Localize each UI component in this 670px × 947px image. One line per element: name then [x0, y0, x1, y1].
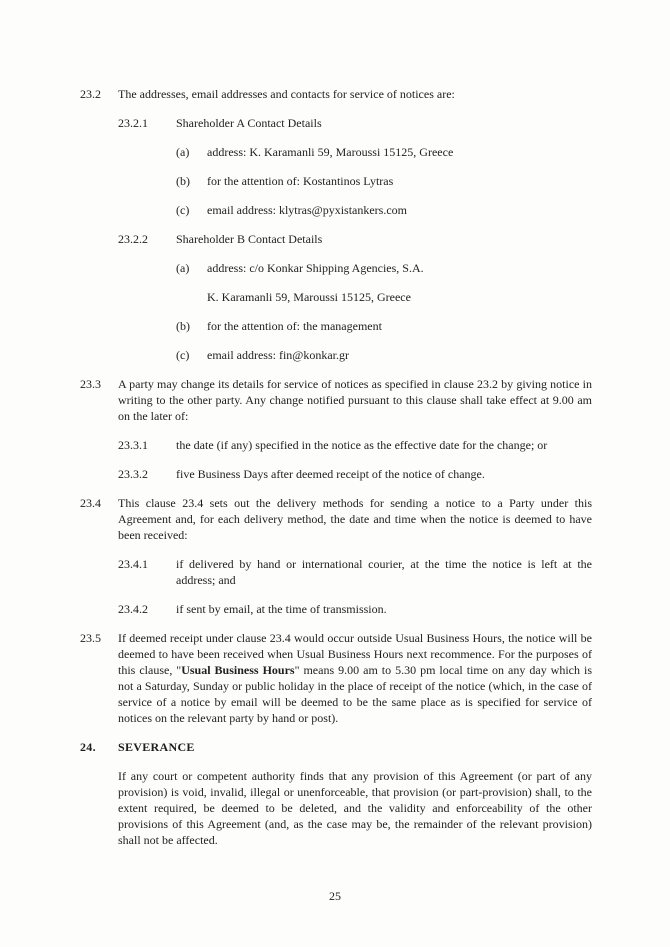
- clause-row: [0, 202, 670, 218]
- defined-term: Usual Business Hours: [181, 663, 295, 677]
- text-run: if delivered by hand or international courier, at the time the notice is left at the address; and: [176, 557, 592, 587]
- clause-text: [118, 376, 592, 424]
- clause-row: [0, 318, 670, 334]
- clause-row: [0, 437, 670, 453]
- clause-text: [207, 289, 592, 305]
- clause-number: 23.3: [80, 377, 101, 391]
- clause-text: [176, 115, 592, 131]
- clause-number: 23.3.2: [118, 467, 148, 481]
- clause-number: 23.3.1: [118, 438, 148, 452]
- clause-text: [176, 437, 592, 453]
- clause-text: [207, 202, 592, 218]
- clause-text: [176, 231, 592, 247]
- clause-row: [0, 173, 670, 189]
- text-run: This clause 23.4 sets out the delivery methods for sending a notice to a Party under this Agreement and, for each delivery method, the date and time when the notice is deemed to have been received:: [118, 496, 592, 542]
- clause-number: 23.4: [80, 496, 101, 510]
- text-run: If any court or competent authority finds that any provision of this Agreement (or part of any provision) is void, invalid, illegal or unenforceable, that provision (or part-provision) shall, to the extent required, be deemed to be deleted, and the validity and enforceability of the other provisions of this Agreement (and, as the case may be, the remainder of the relevant provision) shall not be affected.: [118, 769, 592, 847]
- clause-number: 23.4.2: [118, 602, 148, 616]
- page-number: 25: [329, 889, 341, 903]
- clause-row: [0, 768, 670, 848]
- text-run: K. Karamanli 59, Maroussi 15125, Greece: [207, 290, 411, 304]
- text-run: Shareholder B Contact Details: [176, 232, 323, 246]
- clause-text: [176, 466, 592, 482]
- clause-row: [0, 144, 670, 160]
- text-run: " means 9.00 am to 5.30 pm local time on any day which is not a Saturday, Sunday or public holiday in the place of receipt of the notice (which, in the case of service of a notice by email will be deemed to be the same place as is specified for service of notices on the relevant party by hand or post).: [118, 663, 593, 725]
- clause-text: [118, 739, 592, 755]
- clause-number: (a): [176, 145, 190, 159]
- text-run: SEVERANCE: [118, 740, 195, 754]
- clause-row: [0, 86, 670, 102]
- text-run: The addresses, email addresses and contacts for service of notices are:: [118, 87, 455, 101]
- text-run: five Business Days after deemed receipt of the notice of change.: [176, 467, 485, 481]
- clause-text: [207, 173, 592, 189]
- clause-row: [0, 376, 670, 424]
- clause-row: [0, 115, 670, 131]
- clause-number: 23.2: [80, 87, 101, 101]
- text-run: address: c/o Konkar Shipping Agencies, S.A.: [207, 261, 424, 275]
- clause-number: 24.: [80, 740, 96, 754]
- clause-row: [0, 739, 670, 755]
- clause-row: [0, 495, 670, 543]
- clause-number: 23.5: [80, 631, 101, 645]
- clause-row: [0, 260, 670, 276]
- clause-row: [0, 601, 670, 617]
- clause-number: (c): [176, 348, 190, 362]
- clause-text: [118, 630, 592, 726]
- clause-text: [176, 601, 592, 617]
- text-run: for the attention of: the management: [207, 319, 382, 333]
- document-body: [0, 86, 670, 861]
- clause-row: [0, 347, 670, 363]
- text-run: for the attention of: Kostantinos Lytras: [207, 174, 394, 188]
- clause-text: [118, 768, 592, 848]
- text-run: Shareholder A Contact Details: [176, 116, 322, 130]
- clause-text: [176, 556, 592, 588]
- clause-text: [118, 495, 592, 543]
- clause-text: [207, 347, 592, 363]
- clause-number: (a): [176, 261, 190, 275]
- clause-number: 23.4.1: [118, 557, 148, 571]
- text-run: email address: klytras@pyxistankers.com: [207, 203, 408, 217]
- text-run: address: K. Karamanli 59, Maroussi 15125, Greece: [207, 145, 454, 159]
- text-run: the date (if any) specified in the notice as the effective date for the change; or: [176, 438, 548, 452]
- clause-text: [207, 260, 592, 276]
- clause-number: 23.2.2: [118, 232, 148, 246]
- clause-number: 23.2.1: [118, 116, 148, 130]
- clause-text: [207, 318, 592, 334]
- clause-row: [0, 630, 670, 726]
- text-run: A party may change its details for service of notices as specified in clause 23.2 by giving notice in writing to the other party. Any change notified pursuant to this clause shall take effect at 9.00 am on the later of:: [118, 377, 592, 423]
- clause-text: [118, 86, 592, 102]
- text-run: if sent by email, at the time of transmission.: [176, 602, 387, 616]
- clause-row: [0, 466, 670, 482]
- text-run: email address: fin@konkar.gr: [207, 348, 350, 362]
- clause-row: [0, 289, 670, 305]
- clause-row: [0, 231, 670, 247]
- clause-text: [207, 144, 592, 160]
- clause-row: [0, 556, 670, 588]
- clause-number: (b): [176, 319, 190, 333]
- clause-number: (c): [176, 203, 190, 217]
- text-run: If deemed receipt under clause 23.4 would occur outside Usual Business Hours, the notice will be deemed to have been received when Usual Business Hours next recommence. For the purposes of this clause, ": [118, 631, 592, 677]
- clause-number: (b): [176, 174, 190, 188]
